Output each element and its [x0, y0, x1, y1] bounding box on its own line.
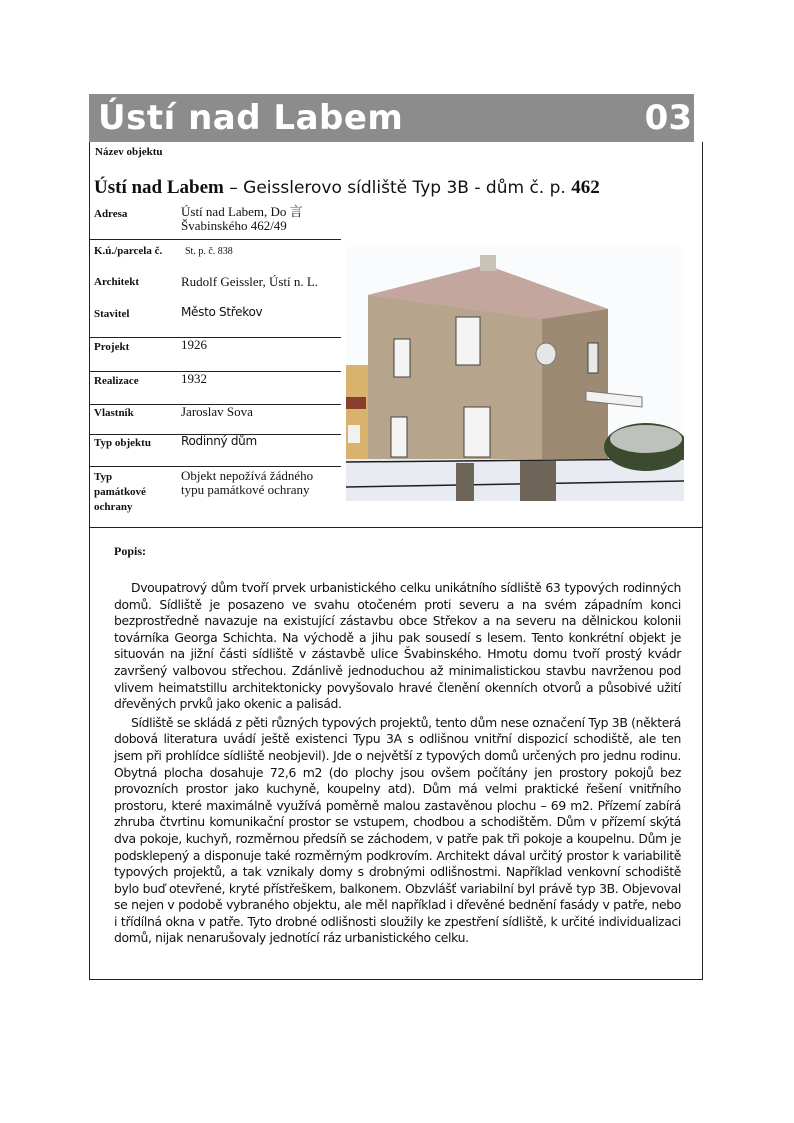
field-value: Ústí nad Labem, Do 言 Švabinského 462/49: [181, 204, 303, 233]
field-value: Jaroslav Sova: [181, 404, 253, 419]
field-label: Adresa: [94, 208, 128, 220]
field-label: K.ú./parcela č.: [94, 245, 163, 257]
field-value: Rodinný dům: [181, 434, 257, 448]
field-row-projekt: [89, 338, 341, 372]
field-label: Architekt: [94, 276, 140, 288]
field-row-stavitel: [89, 302, 341, 338]
object-title: [94, 177, 600, 199]
description-paragraph: Dvoupatrový dům tvoří prvek urbanistického celku unikátního sídliště 63 typových rodinných domů. Sídliště je posazeno ve svahu otočeném proti severu a na svém západním konci bezprostředně navazuje na existující zástavbu obce Střekov a na severu na dělnickou kolonii továrníka Georga Schichta. Na východě a jihu pak sousedí s lesem. Tento konkrétní objekt je situován na jižní části sídliště v zástavbě ulice Švabinského. Hmotu domu tvoří prostý kvádr završený valbovou střechou. Zdánlivě jednoduchou až minimalistickou stavbu navrženou pod vlivem heimatstillu architektonicky povyšovalo hravé členění okenních otvorů a působivé užití dřevěných prvků jako okenic a palisád.: [114, 580, 681, 712]
field-label: Realizace: [94, 375, 139, 387]
description-label: Popis:: [114, 544, 147, 558]
field-label: Vlastník: [94, 407, 134, 419]
object-title-rest: – Geisslerovo sídliště Typ 3B - dům č. p.: [223, 178, 572, 198]
field-row-adresa: [89, 203, 341, 240]
description-text: [114, 580, 681, 949]
field-value: Objekt nepožívá žádného typu památkové ochrany: [181, 468, 314, 497]
object-title-city: Ústí nad Labem: [94, 177, 224, 198]
field-row-pamatkova-ochrana: [89, 467, 341, 525]
field-row-parcela: [89, 240, 341, 272]
field-row-architekt: [89, 272, 341, 302]
house-photo: [346, 247, 684, 501]
page-number: 03: [644, 98, 692, 138]
field-label: Typ památkové ochrany: [94, 471, 146, 513]
field-value: St. p. č. 838: [185, 246, 233, 257]
field-label: Projekt: [94, 341, 130, 353]
object-name-label: Název objektu: [95, 146, 163, 158]
object-title-number: 462: [571, 177, 600, 198]
field-label: Stavitel: [94, 308, 130, 320]
page-title: Ústí nad Labem: [98, 98, 404, 138]
description-paragraph: Sídliště se skládá z pěti různých typových projektů, tento dům nese označení Typ 3B (některá dobová literatura uvádí ještě existenci Typu 3A s odlišnou vnitřní dispozicí schodiště, ale ten jsem při prohlídce sídliště neobjevil). Jde o největší z typových domů určených pro jednu rodinu. Obytná plocha dosahuje 72,6 m2 (do plochy jsou ovšem počítány jen prostory pokojů bez provozních prostor jako kuchyně, koupelny atd). Dům má velmi praktické řešení vnitřního prostoru, které maximálně využívá poměrně malou zastavěnou plochu – 69 m2. Přízemí zabírá zhruba čtvrtinu komunikační prostor se vstupem, chodbou a schodištěm. Dům v přízemí skýtá dva pokoje, kuchyň, rozměrnou předsíň se záchodem, v patře pak tři pokoje a koupelnu. Dům je podsklepený a disponuje také rozměrným podkrovím. Architekt dával určitý prostor k variabilitě typových projektů, a tak vznikaly domy s drobnými odlišnostmi. Například venkovní schodiště bylo buď otevřené, kryté přístřeškem, balkonem. Obzvlášť variabilní byl právě typ 3B. Objevoval se nejen v podobě vybraného objektu, ale měl například i dřevěné bednění fasády v patře, nebo i třídílná okna v patře. Tyto drobné odlišnosti sloužily ke zpestření sídliště, k určité individualizaci domů, nijak nenarušovaly jednotící ráz urbanistického celku.: [114, 714, 681, 946]
field-value: Město Střekov: [181, 305, 263, 319]
field-value: 1932: [181, 371, 207, 386]
field-row-typ-objektu: [89, 435, 341, 467]
page-header: [89, 94, 694, 142]
field-label: Typ objektu: [94, 437, 151, 449]
field-row-vlastnik: [89, 405, 341, 435]
field-value: 1926: [181, 337, 207, 352]
field-row-realizace: [89, 372, 341, 405]
field-value: Rudolf Geissler, Ústí n. L.: [181, 274, 319, 289]
